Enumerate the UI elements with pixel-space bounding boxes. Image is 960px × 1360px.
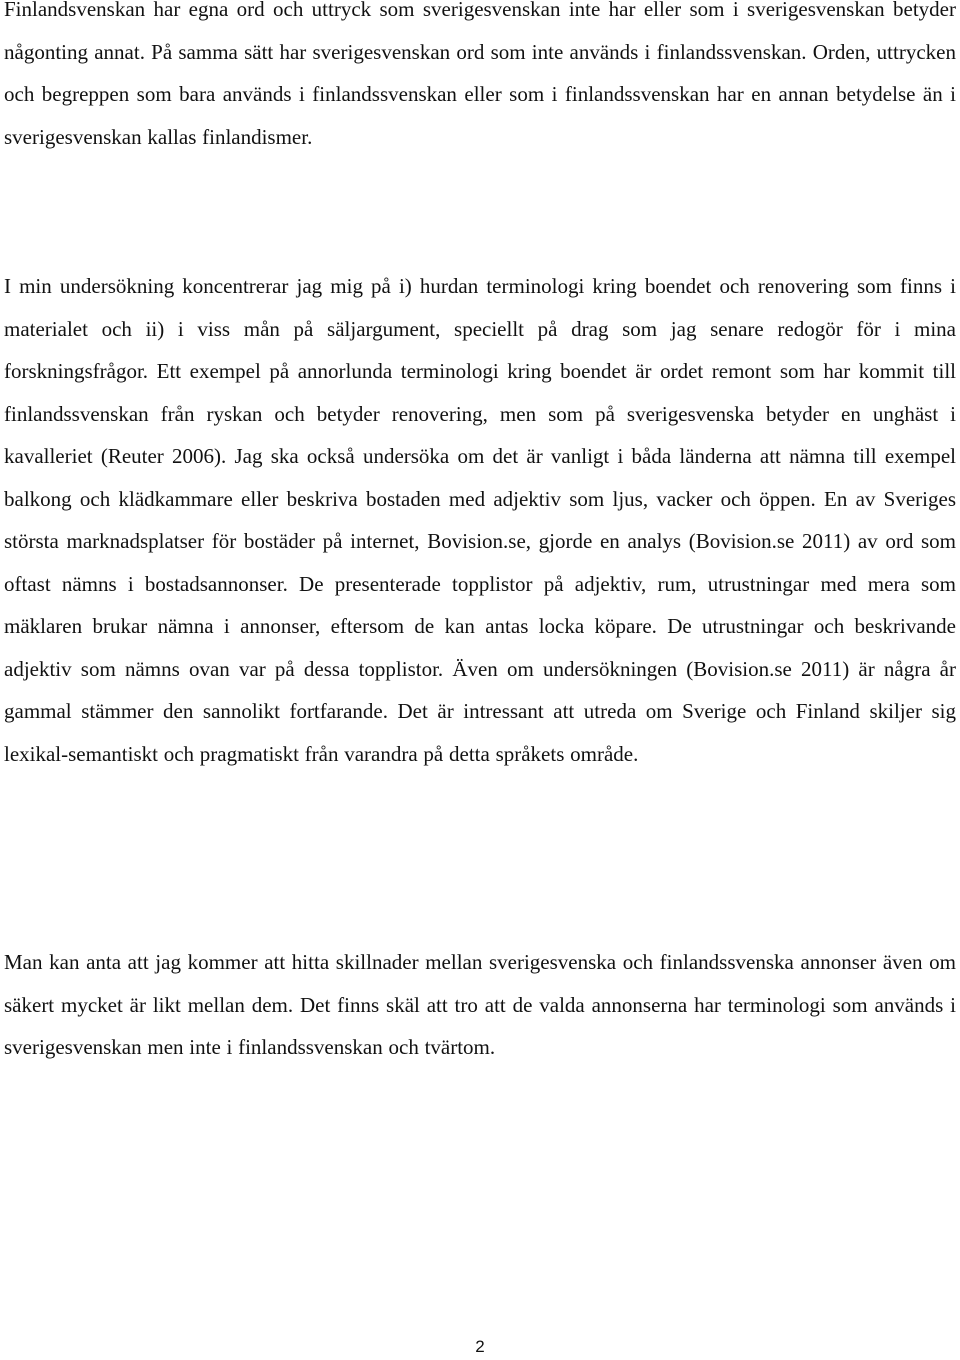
paragraph-study-focus: I min undersökning koncentrerar jag mig på i) hurdan terminologi kring boendet och renovering som finns i materialet och ii) i viss mån på säljargument, speciellt på drag som jag senare redogör för i mina forskningsfrågor. Ett exempel på annorlunda terminologi kring boendet är ordet remont som har kommit till finlandssvenskan från ryskan och betyder renovering, men som på sverigesvenska betyder en unghäst i kavalleriet (Reuter 2006). Jag ska också undersöka om det är vanligt i båda länderna att nämna till exempel balkong och klädkammare eller beskriva bostaden med adjektiv som ljus, vacker och öppen. En av Sveriges största marknadsplatser för bostäder på internet, Bovision.se, gjorde en analys (Bovision.se 2011) av ord som oftast nämns i bostadsannonser. De presenterade topplistor på adjektiv, rum, utrustningar med mera som mäklaren brukar nämna i annonser, eftersom de kan antas locka köpare. De utrustningar och beskrivande adjektiv som nämns ovan var på dessa topplistor. Även om undersökningen (Bovision.se 2011) är några år gammal stämmer den sannolikt fortfarande. Det är intressant att utreda om Sverige och Finland skiljer sig lexikal-semantiskt och pragmatiskt från varandra på detta språkets område. <box>4 274 956 766</box>
page-number: 2 <box>475 1337 485 1356</box>
paragraph-finlandisms-intro: Finlandsvenskan har egna ord och uttryck som sverigesvenskan inte har eller som i sverigesvenskan betyder någonting annat. På samma sätt har sverigesvenskan ord som inte används i finlandssvenskan. Orden, uttrycken och begreppen som bara används i finlandssvenskan eller som i finlandssvenskan har en annan betydelse än i sverigesvenskan kallas finlandismer. <box>4 0 956 149</box>
paragraph-hypothesis: Man kan anta att jag kommer att hitta skillnader mellan sverigesvenska och finlandssvenska annonser även om säkert mycket är likt mellan dem. Det finns skäl att tro att de valda annonserna har terminologi som används i sverigesvenskan men inte i finlandssvenskan och tvärtom. <box>4 950 956 1059</box>
